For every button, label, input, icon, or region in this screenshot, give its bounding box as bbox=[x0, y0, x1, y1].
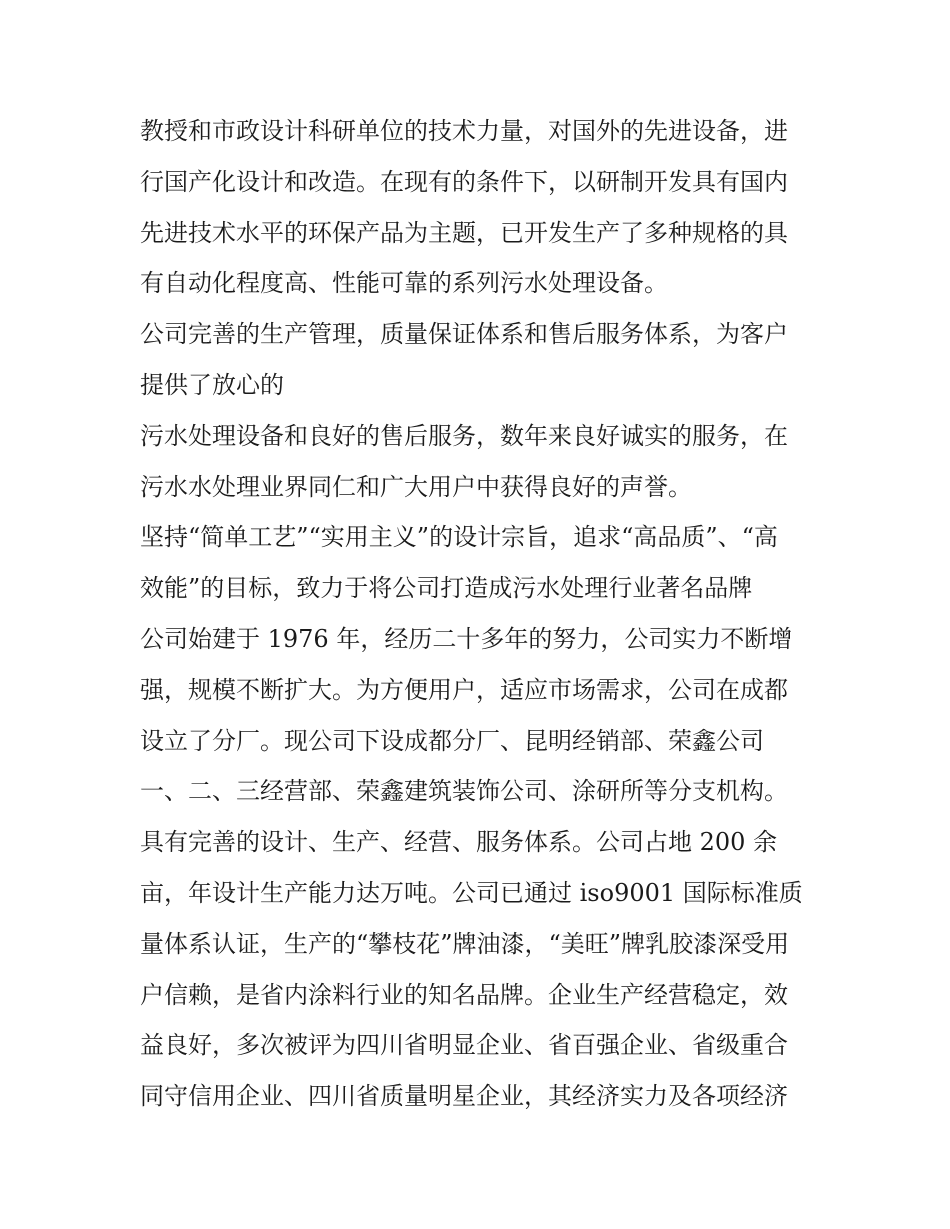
text-line: 同守信用企业、四川省质量明星企业，其经济实力及各项经济 bbox=[140, 1082, 788, 1111]
text-line: 户信赖，是省内涂料行业的知名品牌。企业生产经营稳定，效 bbox=[140, 980, 788, 1009]
text-line: 强，规模不断扩大。为方便用户，适应市场需求，公司在成都 bbox=[140, 675, 788, 704]
text-line: 公司始建于 1976 年，经历二十多年的努力，公司实力不断增 bbox=[140, 624, 793, 653]
text-line: 先进技术水平的环保产品为主题，已开发生产了多种规格的具 bbox=[140, 218, 788, 247]
text-line: 益良好，多次被评为四川省明显企业、省百强企业、省级重合 bbox=[140, 1031, 788, 1060]
text-line: 具有完善的设计、生产、经营、服务体系。公司占地 200 余 bbox=[140, 828, 778, 857]
text-line: 行国产化设计和改造。在现有的条件下，以研制开发具有国内 bbox=[140, 167, 788, 196]
text-line: 坚持“简单工艺”“实用主义”的设计宗旨，追求“高品质”、“高 bbox=[140, 523, 778, 552]
text-line: 一、二、三经营部、荣鑫建筑装饰公司、涂研所等分支机构。 bbox=[140, 777, 788, 806]
text-line: 量体系认证，生产的“攀枝花”牌油漆，“美旺”牌乳胶漆深受用 bbox=[140, 929, 790, 958]
text-line: 提供了放心的 bbox=[140, 370, 284, 399]
text-line: 污水水处理业界同仁和广大用户中获得良好的声誉。 bbox=[140, 472, 692, 501]
text-line: 亩，年设计生产能力达万吨。公司已通过 iso9001 国际标准质 bbox=[140, 878, 803, 907]
text-line: 污水处理设备和良好的售后服务，数年来良好诚实的服务，在 bbox=[140, 421, 788, 450]
body-text bbox=[140, 106, 830, 1122]
text-line: 公司完善的生产管理，质量保证体系和售后服务体系，为客户 bbox=[140, 320, 788, 349]
text-line: 有自动化程度高、性能可靠的系列污水处理设备。 bbox=[140, 269, 668, 298]
text-line: 效能”的目标，致力于将公司打造成污水处理行业著名品牌 bbox=[140, 574, 753, 603]
text-line: 设立了分厂。现公司下设成都分厂、昆明经销部、荣鑫公司 bbox=[140, 726, 764, 755]
text-line: 教授和市政设计科研单位的技术力量，对国外的先进设备，进 bbox=[140, 117, 788, 145]
